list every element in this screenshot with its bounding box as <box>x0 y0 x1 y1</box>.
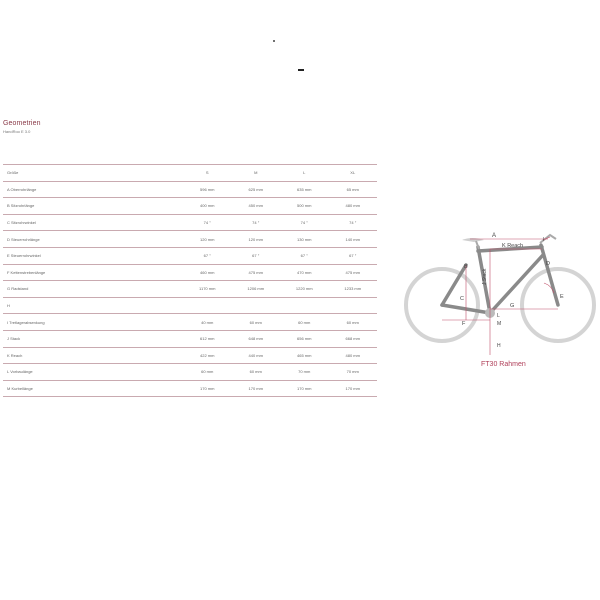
row-value: 450 mm <box>232 198 281 215</box>
row-value: 480 mm <box>329 347 378 364</box>
table-header-row <box>3 165 377 182</box>
stray-dash <box>298 69 304 71</box>
column-header: M <box>232 165 281 182</box>
row-label: H <box>3 297 183 314</box>
row-label: G Radstand <box>3 281 183 298</box>
row-label: L Vorbaulänge <box>3 364 183 381</box>
row-label: C Sitzrohrwinkel <box>3 214 183 231</box>
row-value: 67 ° <box>280 247 329 264</box>
row-value: 480 mm <box>329 198 378 215</box>
row-value: 60 mm <box>232 314 281 331</box>
row-value: 74 ° <box>183 214 232 231</box>
label-e: E <box>560 294 564 300</box>
row-value: 70 mm <box>329 364 378 381</box>
row-value: 668 mm <box>329 330 378 347</box>
row-value: 596 mm <box>183 181 232 198</box>
row-value: 475 mm <box>329 264 378 281</box>
column-header: Größe <box>3 165 183 182</box>
row-value: 500 mm <box>280 198 329 215</box>
saddle <box>462 238 484 242</box>
label-b: B <box>464 264 468 270</box>
row-value: 656 mm <box>280 330 329 347</box>
row-value: 40 mm <box>183 314 232 331</box>
row-value: 70 mm <box>280 364 329 381</box>
row-value: 1170 mm <box>183 281 232 298</box>
row-label: A Oberrohrlänge <box>3 181 183 198</box>
row-value: 74 ° <box>232 214 281 231</box>
label-f: F <box>462 321 466 327</box>
row-value: 170 mm <box>183 380 232 397</box>
row-value: 440 mm <box>232 347 281 364</box>
table-row <box>3 264 377 281</box>
row-label: M Kurbellänge <box>3 380 183 397</box>
row-label: J Stack <box>3 330 183 347</box>
row-value: 120 mm <box>232 231 281 248</box>
row-value: 60 mm <box>183 364 232 381</box>
diagram-caption: FT30 Rahmen <box>481 361 526 368</box>
table-row <box>3 247 377 264</box>
model-subtitle: HandRoo E 3.0 <box>3 129 31 134</box>
table-row <box>3 314 377 331</box>
table-row <box>3 231 377 248</box>
row-value: 612 mm <box>183 330 232 347</box>
row-value: 1233 mm <box>329 281 378 298</box>
table-row <box>3 198 377 215</box>
row-value <box>183 297 232 314</box>
column-header: XL <box>329 165 378 182</box>
column-header: L <box>280 165 329 182</box>
row-value: 60 mm <box>232 364 281 381</box>
row-label: F Kettenstrebenlänge <box>3 264 183 281</box>
row-label: E Steuerrohrwinkel <box>3 247 183 264</box>
label-m: M <box>497 321 502 327</box>
row-value: 1220 mm <box>280 281 329 298</box>
row-value: 625 mm <box>232 181 281 198</box>
frame-tubes <box>442 245 558 313</box>
page-title: Geometrien <box>3 120 41 127</box>
table-row <box>3 330 377 347</box>
table-row <box>3 364 377 381</box>
row-value: 60 mm <box>329 314 378 331</box>
row-value: 465 mm <box>280 347 329 364</box>
row-value: 1206 mm <box>232 281 281 298</box>
label-g: G <box>510 303 515 309</box>
row-value: 60 mm <box>280 314 329 331</box>
label-c: C <box>460 296 464 302</box>
row-value <box>329 297 378 314</box>
row-value <box>280 297 329 314</box>
table-row <box>3 380 377 397</box>
geometry-heading <box>3 120 41 134</box>
row-value: 170 mm <box>232 380 281 397</box>
row-value: 422 mm <box>183 347 232 364</box>
row-value: 120 mm <box>183 231 232 248</box>
row-value: 67 ° <box>329 247 378 264</box>
row-value: 67 ° <box>183 247 232 264</box>
label-a: A <box>492 233 497 239</box>
row-value: 648 mm <box>232 330 281 347</box>
row-value: 170 mm <box>329 380 378 397</box>
label-l: L <box>497 313 500 319</box>
label-d: D <box>546 261 550 267</box>
row-value: 130 mm <box>280 231 329 248</box>
table-row <box>3 281 377 298</box>
table-row <box>3 181 377 198</box>
row-label: K Reach <box>3 347 183 364</box>
row-value: 140 mm <box>329 231 378 248</box>
row-value: 65 mm <box>329 181 378 198</box>
row-value: 67 ° <box>232 247 281 264</box>
row-value <box>232 297 281 314</box>
row-value: 400 mm <box>183 198 232 215</box>
geometry-table <box>3 164 377 397</box>
row-label: D Steuerrohrlänge <box>3 231 183 248</box>
row-label: I Tretlagerabsenkung <box>3 314 183 331</box>
row-label: B Sitzrohrlänge <box>3 198 183 215</box>
row-value: 470 mm <box>280 264 329 281</box>
table-row <box>3 214 377 231</box>
label-h: H <box>497 343 501 349</box>
row-value: 74 ° <box>329 214 378 231</box>
table-row <box>3 347 377 364</box>
row-value: 635 mm <box>280 181 329 198</box>
label-i: I <box>543 237 545 243</box>
label-k-reach: K Reach <box>502 243 524 249</box>
row-value: 460 mm <box>183 264 232 281</box>
row-value: 170 mm <box>280 380 329 397</box>
label-j-stack: J Stack <box>482 268 488 285</box>
bike-frame-diagram <box>400 225 600 370</box>
row-value: 74 ° <box>280 214 329 231</box>
stray-dot <box>273 40 275 42</box>
table-row <box>3 297 377 314</box>
column-header: S <box>183 165 232 182</box>
row-value: 475 mm <box>232 264 281 281</box>
